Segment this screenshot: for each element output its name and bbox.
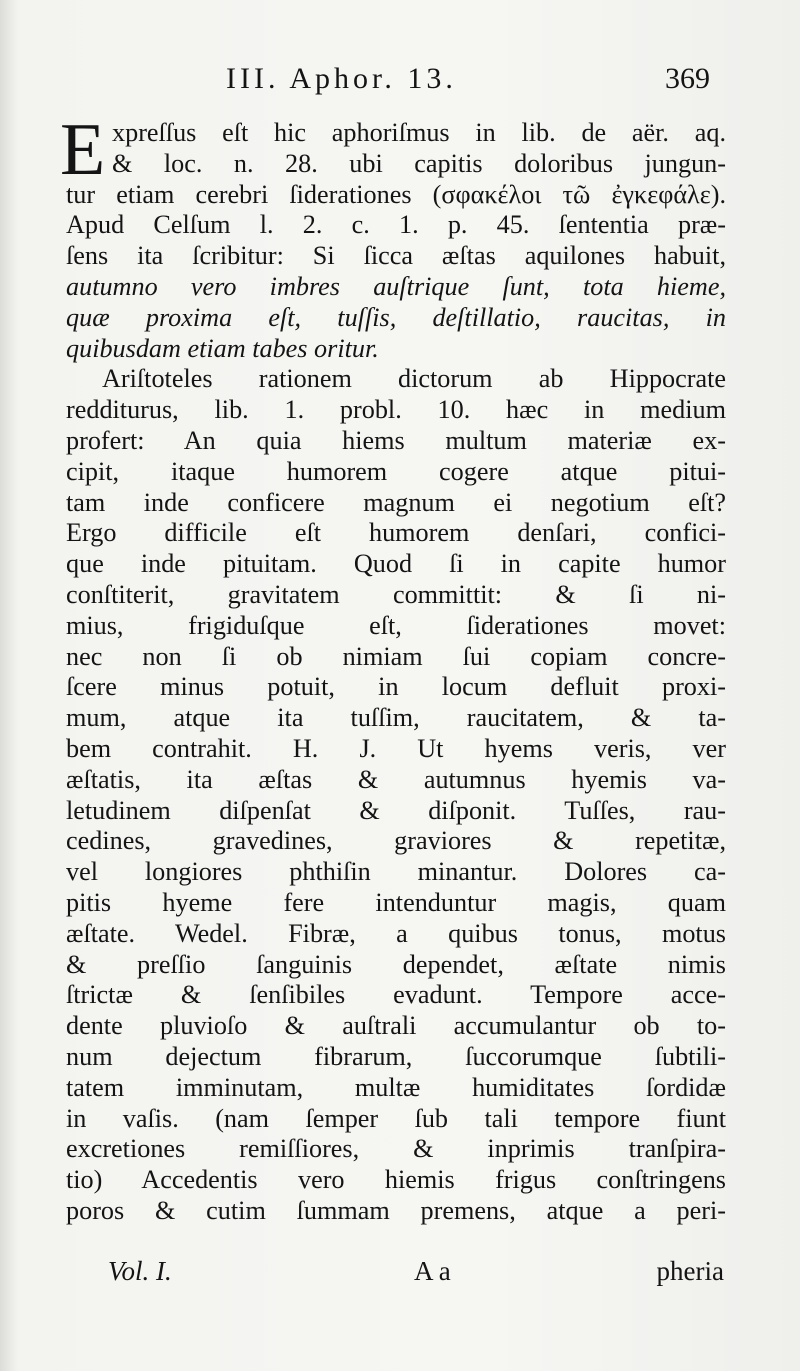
text-line: tio) Accedentis vero hiemis frigus conſtringens <box>66 1165 726 1195</box>
text-line: Apud Celſum l. 2. c. 1. p. 45. ſententia præ- <box>66 210 726 240</box>
running-head: III. Aphor. 13. <box>226 62 457 95</box>
text-line: poros & cutim ſummam premens, atque a peri- <box>66 1195 726 1225</box>
text-line: æſtatis, ita æſtas & autumnus hyemis va- <box>66 764 726 794</box>
text-line: bem contrahit. H. J. Ut hyems veris, ver <box>66 733 726 763</box>
text-line: pitis hyeme fere intenduntur magis, quam <box>66 887 726 917</box>
text-line: excretiones remiſſiores, & inprimis tranſpira- <box>66 1134 726 1164</box>
text-line: cipit, itaque humorem cogere atque pitui- <box>66 456 726 486</box>
opening-paragraph <box>60 109 726 191</box>
text-line: & loc. n. 28. ubi capitis doloribus jungun- <box>112 148 726 178</box>
text-line: que inde pituitam. Quod ſi in capite humor <box>66 549 726 579</box>
page-footer <box>108 1256 724 1292</box>
text-line: ſcere minus potuit, in locum defluit proxi- <box>66 672 726 702</box>
text-line: Ariſtoteles rationem dictorum ab Hippocrate <box>102 364 726 394</box>
signature-mark: A a <box>414 1256 451 1286</box>
text-line: nec non ſi ob nimiam ſui copiam concre- <box>66 641 726 671</box>
text-line: dente pluvioſo & auſtrali accumulantur ob to- <box>66 1011 726 1041</box>
text-line: mum, atque ita tuſſim, raucitatem, & ta- <box>66 703 726 733</box>
text-line: num dejectum fibrarum, ſuccorumque ſubtili- <box>66 1041 726 1071</box>
text-line: tatem imminutam, multæ humiditates ſordidæ <box>66 1072 726 1102</box>
text-line: tur etiam cerebri ſiderationes (σφακέλοι τῶ ἐγκεφάλε). <box>66 179 726 209</box>
text-line: mius, frigiduſque eſt, ſiderationes movet: <box>66 610 726 640</box>
body-text <box>60 109 726 1227</box>
text-line: æſtate. Wedel. Fibræ, a quibus tonus, motus <box>66 918 726 948</box>
drop-cap: E <box>60 109 106 191</box>
catchword: pheria <box>656 1256 724 1286</box>
text-line: conſtiterit, gravitatem committit: & ſi ni- <box>66 579 726 609</box>
text-line: & preſſio ſanguinis dependet, æſtate nimis <box>66 949 726 979</box>
text-line: quibusdam etiam tabes oritur. <box>66 333 379 363</box>
text-line: quæ proxima eſt, tuſſis, deſtillatio, raucitas, in <box>66 302 726 332</box>
text-line: ſens ita ſcribitur: Si ſicca æſtas aquilones habuit, <box>66 241 726 271</box>
text-line: ſtrictæ & ſenſibiles evadunt. Tempore acce- <box>66 980 726 1010</box>
text-line: letudinem diſpenſat & diſponit. Tuſſes, rau- <box>66 795 726 825</box>
text-line: profert: An quia hiems multum materiæ ex- <box>66 425 726 455</box>
text-line: xpreſſus eſt hic aphoriſmus in lib. de aër. aq. <box>112 118 726 147</box>
text-line: cedines, gravedines, graviores & repetitæ, <box>66 826 726 856</box>
text-line: in vaſis. (nam ſemper ſub tali tempore fiunt <box>66 1103 726 1133</box>
text-line: tam inde conficere magnum ei negotium eſt? <box>66 487 726 517</box>
page-header <box>74 62 714 102</box>
page-number: 369 <box>665 62 710 95</box>
text-line: vel longiores phthiſin minantur. Dolores ca- <box>66 857 726 887</box>
text-line: redditurus, lib. 1. probl. 10. hæc in medium <box>66 395 726 425</box>
text-line: Ergo difficile eſt humorem denſari, confici- <box>66 518 726 548</box>
volume-mark: Vol. I. <box>108 1256 172 1286</box>
text-line: autumno vero imbres auſtrique ſunt, tota hieme, <box>66 271 726 301</box>
